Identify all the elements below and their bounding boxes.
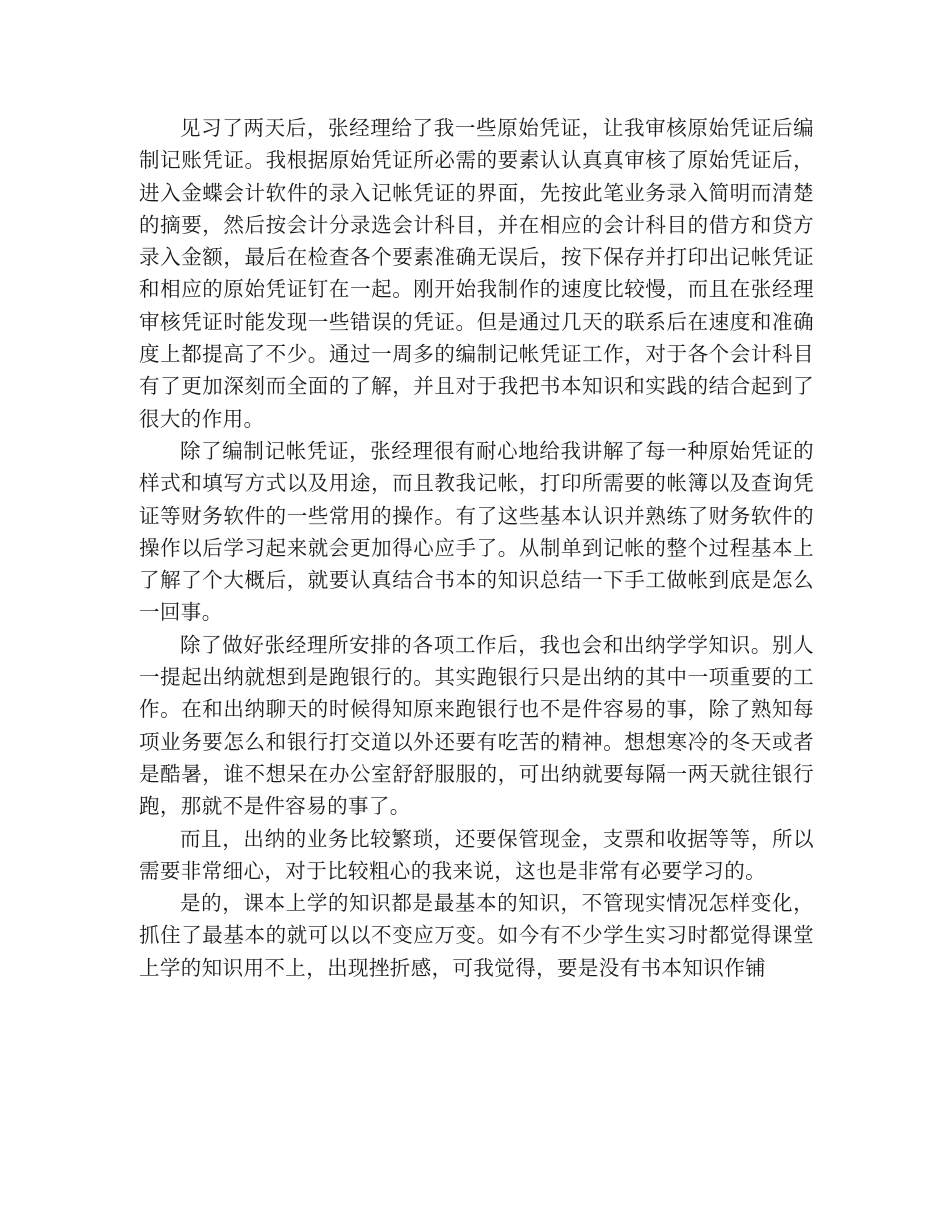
paragraph-software-training: 除了编制记帐凭证，张经理很有耐心地给我讲解了每一种原始凭证的样式和填写方式以及用途，而且教我记帐，打印所需要的帐簿以及查询凭证等财务软件的一些常用的操作。有了这些基本认识并熟练了财务软件的操作以后学习起来就会更加得心应手了。从制单到记帐的整个过程基本上了解了个大概后，就要认真结合书本的知识总结一下手工做帐到底是怎么一回事。 <box>139 438 814 625</box>
document-body <box>139 112 814 984</box>
paragraph-cashier-duties: 而且，出纳的业务比较繁琐，还要保管现金，支票和收据等等，所以需要非常细心，对于比较粗心的我来说，这也是非常有必要学习的。 <box>139 826 814 883</box>
paragraph-textbook-knowledge: 是的，课本上学的知识都是最基本的知识，不管现实情况怎样变化，抓住了最基本的就可以以不变应万变。如今有不少学生实习时都觉得课堂上学的知识用不上，出现挫折感，可我觉得，要是没有书本知识作铺 <box>139 891 814 980</box>
paragraph-voucher-work: 见习了两天后，张经理给了我一些原始凭证，让我审核原始凭证后编制记账凭证。我根据原始凭证所必需的要素认认真真审核了原始凭证后，进入金蝶会计软件的录入记帐凭证的界面，先按此笔业务录入简明而清楚的摘要，然后按会计分录选会计科目，并在相应的会计科目的借方和贷方录入金额，最后在检查各个要素准确无误后，按下保存并打印出记帐凭证和相应的原始凭证钉在一起。刚开始我制作的速度比较慢，而且在张经理审核凭证时能发现一些错误的凭证。但是通过几天的联系后在速度和准确度上都提高了不少。通过一周多的编制记帐凭证工作，对于各个会计科目有了更加深刻而全面的了解，并且对于我把书本知识和实践的结合起到了很大的作用。 <box>139 116 814 431</box>
paragraph-cashier-learning: 除了做好张经理所安排的各项工作后，我也会和出纳学学知识。别人一提起出纳就想到是跑银行的。其实跑银行只是出纳的其中一项重要的工作。在和出纳聊天的时候得知原来跑银行也不是件容易的事，除了熟知每项业务要怎么和银行打交道以外还要有吃苦的精神。想想寒冷的冬天或者是酷暑，谁不想呆在办公室舒舒服服的，可出纳就要每隔一两天就往银行跑，那就不是件容易的事了。 <box>139 632 814 819</box>
